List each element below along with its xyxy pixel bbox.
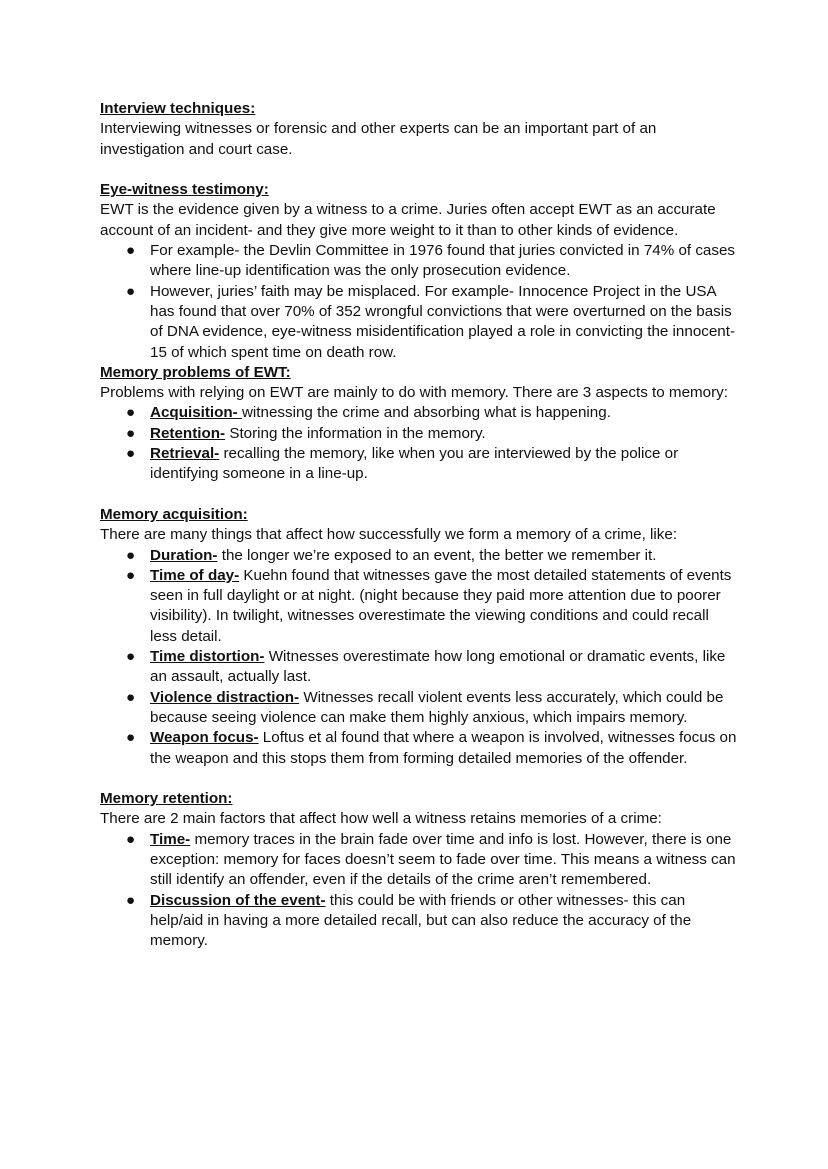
item-text: the longer we’re exposed to an event, the better we remember it. bbox=[217, 546, 657, 564]
list-item bbox=[100, 647, 740, 688]
list-item bbox=[100, 282, 740, 363]
section-intro: EWT is the evidence given by a witness to a crime. Juries often accept EWT as an accurate account of an incident- and they give more weight to it than to other kinds of evidence. bbox=[100, 201, 716, 239]
item-term: Discussion of the event- bbox=[150, 891, 326, 909]
section-heading: Eye-witness testimony: bbox=[100, 181, 269, 199]
item-term: Time distortion- bbox=[150, 648, 265, 666]
list-item bbox=[100, 830, 740, 891]
item-text: witnessing the crime and absorbing what is happening. bbox=[241, 404, 611, 422]
list-item bbox=[100, 403, 740, 423]
bullet-icon: ● bbox=[126, 445, 136, 463]
item-term: Weapon focus- bbox=[150, 729, 259, 747]
item-text: Storing the information in the memory. bbox=[225, 424, 486, 442]
section-memory-acquisition bbox=[100, 505, 740, 769]
item-term: Time- bbox=[150, 830, 191, 848]
section-heading: Memory problems of EWT: bbox=[100, 363, 291, 381]
section-memory-problems bbox=[100, 363, 740, 485]
item-text: Witnesses overestimate how long emotional or dramatic events, like an assault, actually last. bbox=[150, 648, 726, 686]
bullet-list bbox=[100, 546, 740, 769]
bullet-icon: ● bbox=[126, 729, 136, 747]
bullet-icon: ● bbox=[126, 566, 136, 584]
item-text: Loftus et al found that where a weapon is involved, witnesses focus on the weapon and this stops them from forming detailed memories of the offender. bbox=[150, 729, 737, 767]
section-heading: Memory retention: bbox=[100, 790, 233, 808]
bullet-icon: ● bbox=[126, 891, 136, 909]
list-item bbox=[100, 728, 740, 769]
bullet-icon: ● bbox=[126, 282, 136, 300]
section-eye-witness-testimony bbox=[100, 180, 740, 363]
section-heading: Interview techniques: bbox=[100, 100, 256, 117]
bullet-icon: ● bbox=[126, 404, 136, 422]
item-term: Retention- bbox=[150, 424, 226, 442]
item-text: Kuehn found that witnesses gave the most detailed statements of events seen in full daylight or at night. (night because they paid more attention due to poorer visibility). In twilight, witnesses overestimate the viewing conditions and could recall less detail. bbox=[150, 566, 732, 645]
list-item bbox=[100, 444, 740, 485]
item-term: Time of day- bbox=[150, 566, 240, 584]
item-term: Violence distraction- bbox=[150, 688, 300, 706]
section-intro: There are many things that affect how successfully we form a memory of a crime, like: bbox=[100, 526, 678, 544]
item-text: recalling the memory, like when you are interviewed by the police or identifying someone in a line-up. bbox=[150, 445, 679, 483]
item-text: However, juries’ faith may be misplaced. For example- Innocence Project in the USA has found that over 70% of 352 wrongful convictions that were overturned on the basis of DNA evidence, eye-witness misidentification played a role in convicting the innocent- 15 of which spent time on death row. bbox=[150, 282, 736, 361]
bullet-icon: ● bbox=[126, 648, 136, 666]
bullet-list bbox=[100, 830, 740, 952]
list-item bbox=[100, 424, 740, 444]
item-text: Witnesses recall violent events less accurately, which could be because seeing violence can make them highly anxious, which impairs memory. bbox=[150, 688, 724, 726]
bullet-icon: ● bbox=[126, 830, 136, 848]
list-item bbox=[100, 891, 740, 952]
list-item bbox=[100, 566, 740, 647]
bullet-icon: ● bbox=[126, 242, 136, 260]
item-text: memory traces in the brain fade over time and info is lost. However, there is one exception: memory for faces doesn’t seem to fade over time. This means a witness can still identify an offender, even if the details of the crime aren’t remembered. bbox=[150, 830, 736, 889]
item-text: For example- the Devlin Committee in 1976 found that juries convicted in 74% of cases where line-up identification was the only prosecution evidence. bbox=[150, 242, 736, 280]
item-term: Retrieval- bbox=[150, 445, 220, 463]
bullet-list bbox=[100, 241, 740, 363]
section-intro: Problems with relying on EWT are mainly to do with memory. There are 3 aspects to memory: bbox=[100, 384, 728, 402]
list-item bbox=[100, 688, 740, 729]
list-item bbox=[100, 546, 740, 566]
section-intro: Interviewing witnesses or forensic and other experts can be an important part of an investigation and court case. bbox=[100, 120, 657, 158]
bullet-list bbox=[100, 403, 740, 484]
item-term: Duration- bbox=[150, 546, 218, 564]
section-memory-retention bbox=[100, 789, 740, 951]
item-text: this could be with friends or other witnesses- this can help/aid in having a more detailed recall, but can also reduce the accuracy of the memory. bbox=[150, 891, 692, 950]
bullet-icon: ● bbox=[126, 424, 136, 442]
list-item bbox=[100, 241, 740, 282]
bullet-icon: ● bbox=[126, 546, 136, 564]
section-heading: Memory acquisition: bbox=[100, 505, 248, 523]
document-page bbox=[100, 99, 740, 951]
item-term: Acquisition- bbox=[150, 404, 242, 422]
section-interview-techniques bbox=[100, 99, 740, 160]
bullet-icon: ● bbox=[126, 688, 136, 706]
section-intro: There are 2 main factors that affect how well a witness retains memories of a crime: bbox=[100, 810, 662, 828]
